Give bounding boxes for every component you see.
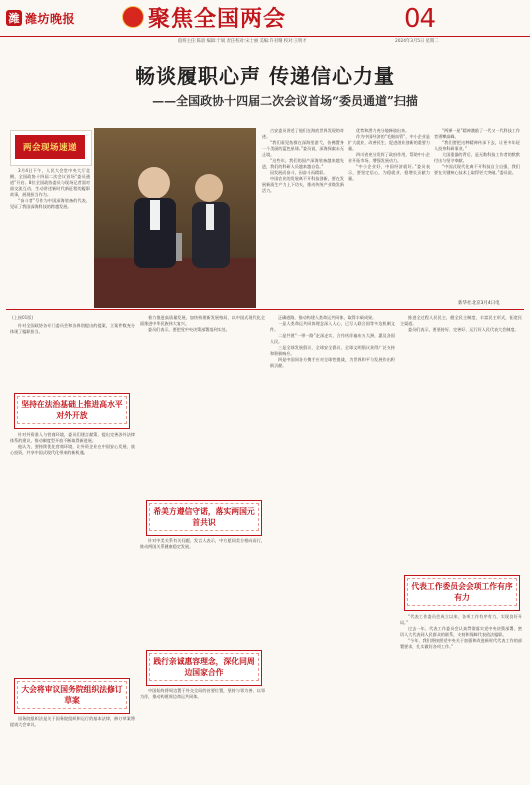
top-article-col3 — [348, 128, 430, 308]
column-tag-label: 两会现场速递 — [15, 135, 85, 159]
page-number: 04 — [404, 4, 436, 34]
paragraph: 着力推进高质量发展，加快构建新发展格局，以中国式现代化全面推进中华民族伟大复兴。 — [140, 315, 265, 326]
paragraph: 过去一年，代表工作委员会认真贯彻落实党中央决策部署，密切人大代表同人民群众的联系，支持和保障代表依法履职。 — [400, 626, 522, 637]
paragraph: 作为中国经济的“毛细血管”，中小企业是扩大就业、改善民生、促进创业创新的重要力量。 — [348, 134, 430, 151]
article-byline: 新华社北京3月4日电 — [458, 301, 500, 306]
date-line: 2024年3月5日 星期二 — [395, 39, 439, 44]
paragraph: “代表工作委员会成立以来，各项工作有序有力，实现良好开局。” — [400, 614, 522, 625]
paragraph: 针对中美关系有关问题，发言人表示，中方愿同美方相向而行，推动两国关系健康稳定发展。 — [140, 538, 265, 549]
lower-col-b-body2 — [140, 688, 265, 776]
newspaper-logo-icon: 潍 — [6, 10, 22, 26]
news-photo — [94, 128, 256, 308]
paragraph: 正确道路，推动构建人类命运共同体，取得丰硕成果。 — [278, 315, 377, 320]
paragraph: “我们看见鱼群在深海里游弋，仿佛置身一个美丽的蓝色星球。”委员说，深海探索永无止境。 — [262, 140, 344, 157]
paragraph: 他认为，要持续优化营商环境，让外资企业在中国安心发展、放心投资，共享中国式现代化带来的新机遇。 — [10, 444, 135, 455]
header-rule — [0, 36, 530, 37]
subhead-box — [146, 650, 262, 686]
subhead-box — [14, 393, 130, 429]
lower-col-c — [270, 315, 395, 777]
masthead-logo — [6, 6, 124, 30]
paragraph: “中国式现代化离不开科技自立自强，我们要在关键核心技术上取得更大突破。”委员说。 — [434, 164, 520, 175]
lower-col-d-top — [400, 315, 522, 570]
emblem-icon — [122, 6, 144, 28]
lower-col-b-top — [140, 315, 265, 495]
paragraph: 一是人类命运共同体理念深入人心，已写入联合国等多边机制文件。 — [270, 321, 395, 332]
paragraph: 优势和潜力充分地释放出来。 — [356, 128, 410, 133]
paragraph: “两弹一星”精神激励了一代又一代科技工作者勇攀高峰。 — [434, 128, 520, 139]
continued-label: (上接01版) — [12, 315, 34, 320]
subhead-text: 大会将审议国务院组织法修订草案 — [17, 681, 127, 709]
paragraph: 四是中国同各方携手应对全球性挑战，为世界和平与发展作出积极贡献。 — [270, 357, 395, 368]
staff-line: 值班主任:陈晨 编辑:于斌 责任校对:宋士丽 美编:许君珊 校对:王明才 — [178, 39, 307, 44]
subhead-box — [146, 500, 262, 536]
lower-col-b-body1 — [140, 538, 265, 646]
lower-col-d-body1 — [400, 614, 522, 776]
paragraph: 四川省充分发挥了政府作用，帮助中小企业开拓市场，增强发展动力。 — [348, 152, 430, 163]
subhead-box — [404, 575, 520, 611]
paragraph: 3月4日下午，人民大会堂中央大厅北侧，全国政协十四届二次会议首场“委员通道”开启。8位全国政协委员与现场记者面对面交流互动，生动讲述新时代新征程的履职故事，展现担当作为。 — [10, 168, 90, 197]
main-headline: 畅谈履职心声 传递信心力量 — [135, 64, 395, 88]
top-article-col1 — [10, 168, 90, 308]
subhead-box — [14, 678, 130, 714]
paragraph: 中国始终将周边置于外交全局的首要位置，坚持与邻为善、以邻为伴，推动构建周边命运共同体。 — [140, 688, 265, 699]
subhead-text: 希美方遵信守诺，落实两国元首共识 — [149, 503, 259, 531]
paragraph: “今年，我们将按照党中央关于加强和改进新时代代表工作的部署要求，扎实做好各项工作。” — [400, 638, 522, 649]
subhead-text: 代表工作委员会会项工作有序有力 — [407, 578, 517, 606]
subhead-text: 践行亲诚惠容理念，深化同周边国家合作 — [149, 653, 259, 681]
paragraph: 三是全球发展倡议、全球安全倡议、全球文明倡议获得广泛支持和积极响应。 — [270, 345, 395, 356]
paragraph: “我们要把这种精神传承下去，让更多年轻人投身科研事业。” — [434, 140, 520, 151]
paragraph: 推进全过程人民民主，健全民主制度，丰富民主形式，拓宽民主渠道。 — [400, 315, 522, 326]
lower-col-a-body2 — [10, 716, 135, 776]
paragraph: 针对外资准入与营商环境，委员们建言献策，提出完善涉外法律体系的建议，推动制度型开放不断取得新进展。 — [10, 432, 135, 443]
paragraph: 委员们表示，要坚持好、完善好、运行好人民代表大会制度。 — [408, 327, 519, 332]
paragraph: 针对全国政协各专门委员会和各界别提出的提案，立案件数充分体现了履职担当。 — [10, 323, 135, 334]
top-article-col2 — [262, 128, 344, 308]
paragraph: 中国农业的发展离不开科技创新，要在发展新质生产力上下功夫，推动传统产业焕发新活力。 — [262, 176, 344, 193]
top-article-col4 — [434, 128, 520, 300]
section-divider — [6, 309, 524, 310]
paragraph: 二是共建“一带一路”走深走实，合作伙伴遍布五大洲，惠及各国人民。 — [270, 333, 395, 344]
paragraph: 因发展而奋斗，因奋斗而精彩。 — [270, 170, 328, 175]
paragraph: 国务院组织法是关于国务院组织和运行的基本法律，修订草案将提请大会审议。 — [10, 716, 135, 727]
paragraph: 大国重器的背后，是无数科技工作者的默默付出与坚守奉献。 — [434, 152, 520, 163]
lower-col-a-body1 — [10, 432, 135, 672]
section-title: 聚焦全国两会 — [148, 6, 287, 32]
paragraph: 古安委员讲述了他们在海底世界发现的奇迹。 — [262, 128, 344, 139]
sub-headline: ——全国政协十四届二次会议首场“委员通道”扫描 — [152, 94, 418, 108]
paragraph: “这些年，我们的国产深海装备越来越先进，我们的科研人员越来越自信。” — [262, 158, 344, 169]
paragraph: “中小企业好，中国经济就好。”委员表示，要坚定信心，为稳就业、稳增长贡献力量。 — [348, 164, 430, 181]
column-tag — [10, 130, 92, 166]
subhead-text: 坚持在法治基础上推进高水平对外开放 — [17, 396, 127, 424]
newspaper-name: 潍坊晚报 — [25, 11, 76, 26]
paragraph: “奋斗者”号作为中国深海装备的代表，见证了我国深海科技的跨越发展。 — [10, 198, 90, 209]
paragraph: 委员们表示，要把党中央决策部署落到实处。 — [148, 327, 230, 332]
